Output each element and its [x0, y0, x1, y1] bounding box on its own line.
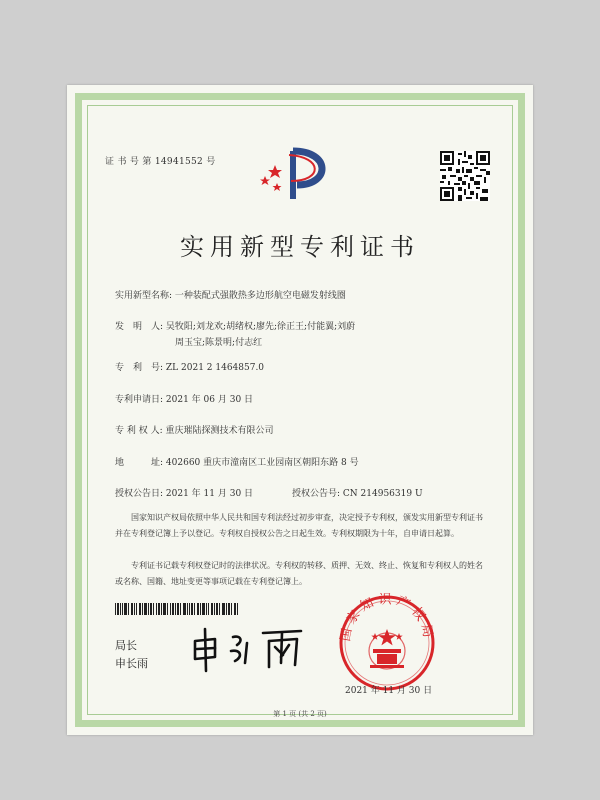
qr-code-icon — [440, 151, 490, 201]
application-date-label: 专利申请日: — [115, 395, 164, 405]
patent-number-row — [115, 360, 264, 373]
svg-text:国家知识产权局: 国家知识产权局 — [338, 593, 436, 643]
grant-date-row — [115, 486, 253, 499]
grant-date-label: 授权公告日: — [115, 489, 164, 499]
application-date-row — [115, 392, 253, 405]
name-label: 实用新型名称: — [115, 291, 173, 301]
inventor-label: 发 明 人: — [115, 322, 164, 332]
inventor-row-continued — [175, 335, 262, 348]
certificate-page — [67, 85, 533, 735]
grant-date-value: 2021 年 11 月 30 日 — [165, 489, 254, 499]
certificate-title: 实用新型专利证书 — [180, 233, 420, 261]
director-signature — [185, 623, 310, 675]
bureau-director — [115, 637, 148, 673]
director-title: 局长 — [115, 639, 137, 652]
address-value: 402660 重庆市潼南区工业园南区朝阳东路 8 号 — [165, 458, 359, 468]
inventor-value-line2: 周玉宝;陈景明;付志红 — [175, 338, 263, 348]
inventor-row — [115, 319, 355, 332]
official-seal — [337, 593, 437, 693]
patentee-label: 专 利 权 人: — [115, 426, 163, 436]
publication-number-value: CN 214956319 U — [342, 489, 423, 499]
utility-model-name-row — [115, 288, 346, 301]
application-date-value: 2021 年 06 月 30 日 — [165, 395, 254, 405]
patentee-value: 重庆璀陆探测技术有限公司 — [165, 426, 274, 436]
publication-number-label: 授权公告号: — [292, 489, 341, 499]
notice-paragraph-1: 国家知识产权局依照中华人民共和国专利法经过初步审查，决定授予专利权，颁发实用新型专利证书并在专利登记簿上予以登记。专利权自授权公告之日起生效。专利权期限为十年，自申请日起算。 — [115, 513, 483, 538]
notice-paragraph-2: 专利证书记载专利权登记时的法律状况。专利权的转移、质押、无效、终止、恢复和专利权人的姓名或名称、国籍、地址变更等事项记载在专利登记簿上。 — [115, 561, 483, 586]
inventor-value-line1: 吴牧阳;刘龙欢;胡绪权;廖先;徐正王;付能翼;刘蔚 — [165, 322, 356, 332]
patent-number-label: 专 利 号: — [115, 363, 164, 373]
patent-office-logo-icon — [253, 145, 343, 205]
patentee-row — [115, 423, 274, 436]
page-indicator: 第 1 页 (共 2 页) — [273, 710, 327, 718]
address-row — [115, 455, 359, 468]
patent-number-value: ZL 2021 2 1464857.0 — [165, 363, 265, 373]
name-value: 一种装配式强散热多边形航空电磁发射线圈 — [174, 291, 346, 301]
publication-number-row — [292, 486, 423, 499]
barcode-icon — [115, 603, 239, 615]
director-name: 申长雨 — [115, 657, 148, 670]
issue-date: 2021 年 11 月 30 日 — [345, 686, 433, 696]
certificate-number: 证 书 号 第 14941552 号 — [105, 157, 216, 167]
address-label: 地 址: — [115, 458, 164, 468]
